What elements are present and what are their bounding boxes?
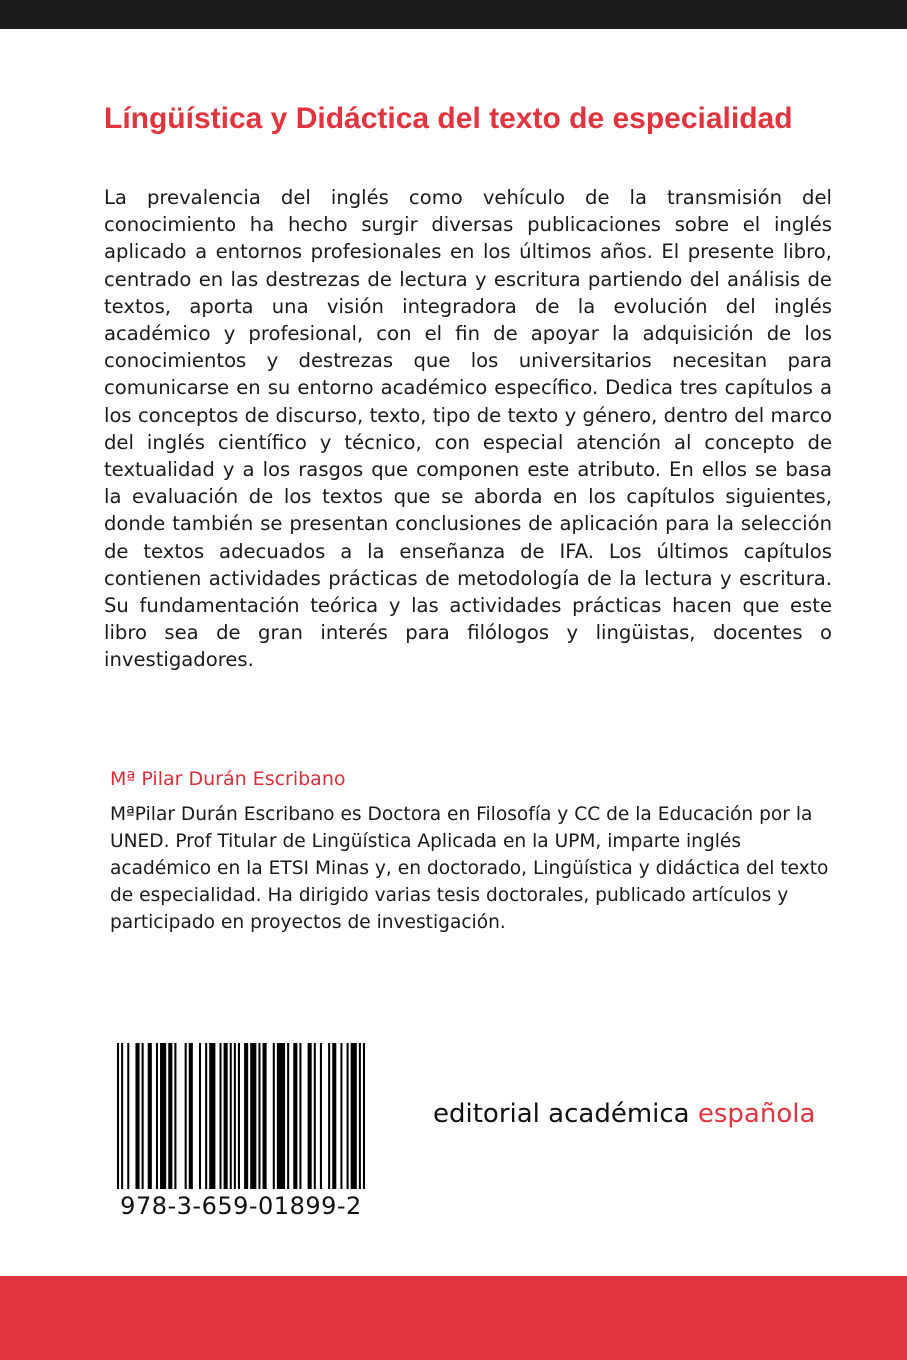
- top-dark-band: [0, 0, 907, 29]
- isbn-barcode-box: [103, 1027, 379, 1232]
- book-description: La prevalencia del inglés como vehículo de la transmisión del conocimiento ha hecho surgir diversas publicaciones sobre el inglés aplicado a entornos profesionales en los últimos años. El presente libro, centrado en las destrezas de lectura y escritura partiendo del análisis de textos, aporta una visión integradora de la evolución del inglés académico y profesional, con el fin de apoyar la adquisición de los conocimientos y destrezas que los universitarios necesitan para comunicarse en su entorno académico específico. Dedica tres capítulos a los conceptos de discurso, texto, tipo de texto y género, dentro del marco del inglés científico y técnico, con especial atención al concepto de textualidad y a los rasgos que componen este atributo. En ellos se basa la evaluación de los textos que se aborda en los capítulos siguientes, donde también se presentan conclusiones de aplicación para la selección de textos adecuados a la enseñanza de IFA. Los últimos capítulos contienen actividades prácticas de metodología de la lectura y escritura. Su fundamentación teórica y las actividades prácticas hacen que este libro sea de gran interés para filólogos y lingüistas, docentes o investigadores.: [104, 186, 832, 672]
- book-title: Língüística y Didáctica del texto de especialidad: [104, 102, 793, 135]
- bottom-accent-band: [0, 1276, 907, 1360]
- isbn-number: 978-3-659-01899-2: [120, 1192, 362, 1220]
- author-biography: MªPilar Durán Escribano es Doctora en Filosofía y CC de la Educación por la UNED. Prof Titular de Lingüística Aplicada en la UPM, imparte inglés académico en la ETSI Minas y, en doctorado, Lingüística y didáctica del texto de especialidad. Ha dirigido varias tesis doctorales, publicado artículos y participado en proyectos de investigación.: [110, 804, 829, 933]
- publisher-name-main: editorial académica: [433, 1099, 698, 1129]
- publisher-name-accent: española: [697, 1099, 816, 1129]
- barcode-icon: [117, 1043, 365, 1189]
- publisher-name: [433, 1094, 815, 1134]
- author-name: Mª Pilar Durán Escribano: [110, 768, 346, 790]
